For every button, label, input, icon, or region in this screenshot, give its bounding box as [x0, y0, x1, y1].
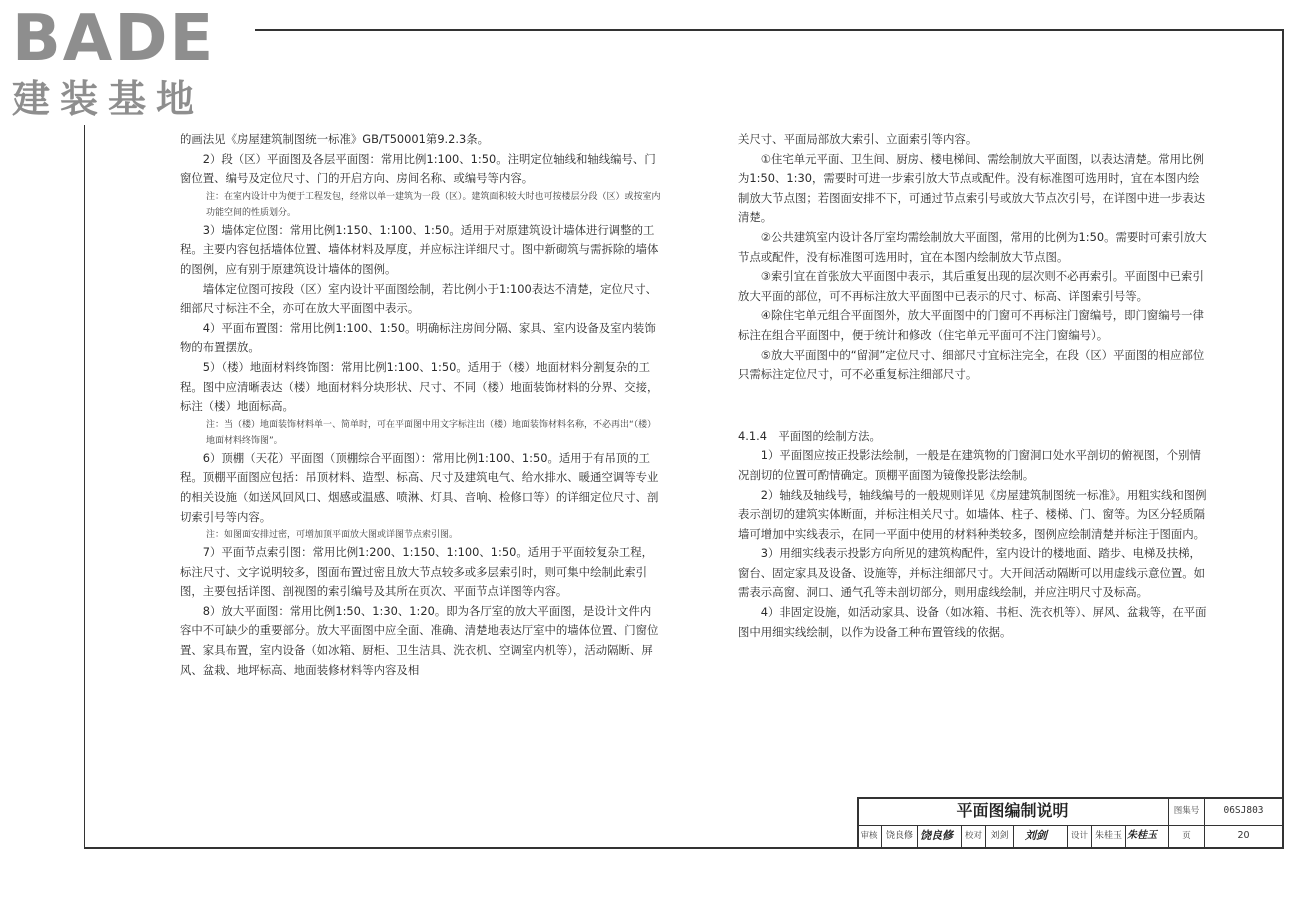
- body-paragraph: 5）（楼）地面材料终饰图：常用比例1:100、1:50。适用于（楼）地面材料分割复杂的工程。图中应清晰表达（楼）地面材料分块形状、尺寸、不同（楼）地面装饰材料的分界、交接，标注（楼）地面标高。: [180, 359, 659, 414]
- review-label: 审核: [860, 831, 878, 841]
- body-paragraph: ②公共建筑室内设计各厅室均需绘制放大平面图，常用的比例为1:50。需要时可索引放大节点或配件，没有标准图可选用时，宜在本图内绘制放大节点图。: [738, 229, 1207, 264]
- paragraph-spacer: [738, 401, 1208, 411]
- body-paragraph: 4.1.4 平面图的绘制方法。: [738, 428, 881, 443]
- check-label: 校对: [964, 831, 982, 841]
- checker-name: 刘剑: [990, 831, 1009, 841]
- reviewer-signature: 饶良修: [920, 829, 953, 842]
- body-paragraph: ①住宅单元平面、卫生间、厨房、楼电梯间、需绘制放大平面图，以表达清楚。常用比例为1:50、1:30，需要时可进一步索引放大节点或配件。没有标准图可选用时，宜在本图内绘制放大节点图；若图面安排不下，可通过节点索引号或放大节点次引号，在详图中进一步表达清楚。: [738, 151, 1206, 225]
- body-paragraph: 4）非固定设施，如活动家具、设备（如冰箱、书柜、洗衣机等）、屏风、盆栽等，在平面图中用细实线绘制，以作为设备工种布置管线的依据。: [738, 605, 1207, 639]
- drawing-title-block: [857, 797, 1282, 847]
- page-label: 页: [1182, 831, 1191, 841]
- logo-chinese-name: 建装基地: [12, 77, 205, 121]
- body-paragraph: 2）轴线及轴线号，轴线编号的一般规则详见《房屋建筑制图统一标准》。用粗实线和图例表示剖切的建筑实体断面，并标注相关尺寸。如墙体、柱子、楼梯、门、窗等。为区分轻质隔墙可增加中实线表示，在同一平面中使用的材料种类较多，图例应绘制清楚并标注于图面内。: [738, 487, 1207, 541]
- left-text-column: [180, 130, 662, 680]
- page-number: 20: [1237, 830, 1250, 841]
- body-paragraph: 3）墙体定位图：常用比例1:150、1:100、1:50。适用于对原建筑设计墙体进行调整的工程。主要内容包括墙体位置、墙体材料及厚度，并应标注详细尺寸。图中新砌筑与需拆除的墙体的图例，应有别于原建筑设计墙体的图例。: [180, 222, 659, 276]
- body-paragraph: ④除住宅单元组合平面图外，放大平面图中的门窗可不再标注门窗编号，即门窗编号一律标注在组合平面图中，便于统计和修改（住宅单元平面可不注门窗编号）。: [738, 308, 1204, 342]
- drawing-title: 平面图编制说明: [956, 801, 1069, 820]
- body-paragraph: 6）顶棚（天花）平面图（顶棚综合平面图）：常用比例1:100、1:50。适用于有吊顶的工程。顶棚平面图应包括：吊顶材料、造型、标高、尺寸及建筑电气、给水排水、暖通空调等专业的相关设施（如送风回风口、烟感或温感、喷淋、灯具、音响、检修口等）的详细定位尺寸、剖切索引号等内容。: [180, 450, 659, 524]
- body-paragraph: 1）平面图应按正投影法绘制，一般是在建筑物的门窗洞口处水平剖切的俯视图，个别情况剖切的位置可酌情确定。顶棚平面图为镜像投影法绘制。: [738, 448, 1201, 482]
- bade-logo: [12, 4, 262, 124]
- body-paragraph: 的画法见《房屋建筑制图统一标准》GB/T50001第9.2.3条。: [180, 132, 490, 146]
- frame-border-right: [1282, 29, 1284, 847]
- title-block-divider: [1013, 825, 1014, 847]
- body-paragraph: ⑤放大平面图中的“留洞”定位尺寸、细部尺寸宜标注完全，在段（区）平面图的相应部位只需标注定位尺寸，可不必重复标注细部尺寸。: [738, 347, 1205, 382]
- note-paragraph: 注：当（楼）地面装饰材料单一、简单时，可在平面图中用文字标注出（楼）地面装饰材料名称，不必再出“（楼）地面材料终饰图”。: [206, 419, 657, 446]
- reviewer-name: 饶良修: [885, 831, 913, 841]
- title-block-divider: [1125, 825, 1126, 847]
- design-label: 设计: [1070, 831, 1088, 841]
- atlas-number-label: 图集号: [1173, 806, 1200, 816]
- frame-border-left: [84, 125, 85, 848]
- right-text-column: [738, 130, 1208, 642]
- body-paragraph: 7）平面节点索引图：常用比例1:200、1:150、1:100、1:50。适用于平面较复杂工程，标注尺寸、文字说明较多，图面布置过密且放大节点较多或多层索引时，则可集中绘制此索引图，主要包括详图、剖视图的索引编号及其所在页次、平面节点详图等内容。: [180, 545, 654, 599]
- body-paragraph: 关尺寸、平面局部放大索引、立面索引等内容。: [738, 132, 978, 146]
- designer-signature: 朱桂玉: [1127, 830, 1157, 841]
- body-paragraph: ③索引宜在首张放大平面图中表示，其后重复出现的层次则不必再索引。平面图中已索引放大平面的部位，可不再标注放大平面图中已表示的尺寸、标高、详图索引号等。: [738, 269, 1204, 303]
- body-paragraph: 墙体定位图可按段（区）室内设计平面图绘制，若比例小于1:100表达不清楚，定位尺寸、细部尺寸标注不全，亦可在放大平面图中表示。: [180, 281, 658, 316]
- designer-name: 朱桂玉: [1094, 831, 1122, 841]
- title-block-divider: [917, 825, 918, 847]
- body-paragraph: 3）用细实线表示投影方向所见的建筑构配件，室内设计的楼地面、踏步、电梯及扶梯，窗台、固定家具及设备、设施等，并标注细部尺寸。大开间活动隔断可以用虚线示意位置。如需表示高窗、洞口、通气孔等未剖切部分，则用虚线绘制，并应注明尺寸及标高。: [738, 546, 1206, 600]
- body-paragraph: 2）段（区）平面图及各层平面图：常用比例1:100、1:50。注明定位轴线和轴线编号、门窗位置、编号及定位尺寸、门的开启方向、房间名称、或编号等内容。: [180, 151, 656, 186]
- body-paragraph: 8）放大平面图：常用比例1:50、1:30、1:20。即为各厅室的放大平面图，是设计文件内容中不可缺少的重要部分。放大平面图中应全面、准确、清楚地表达厅室中的墙体位置、门窗位置、家具布置，室内设备（如冰箱、厨柜、卫生洁具、洗衣机、空调室内机等），活动隔断、屏风、盆栽、地坪标高、地面装修材料等内容及相: [180, 603, 659, 677]
- body-paragraph: 4）平面布置图：常用比例1:100、1:50。明确标注房间分隔、家具、室内设备及室内装饰物的布置摆放。: [180, 320, 656, 355]
- frame-border-top: [255, 29, 1282, 31]
- note-paragraph: 注：如图面安排过密，可增加顶平面放大图或详图节点索引图。: [206, 530, 459, 541]
- note-paragraph: 注：在室内设计中为便于工程发包，经常以单一建筑为一段（区）。建筑面积较大时也可按楼层分段（区）或按室内功能空间的性质划分。: [206, 191, 661, 218]
- frame-border-bottom: [84, 847, 1284, 849]
- atlas-number: 06SJ803: [1223, 805, 1264, 816]
- logo-wordmark: BADE: [12, 2, 216, 76]
- checker-signature: 刘剑: [1025, 829, 1047, 842]
